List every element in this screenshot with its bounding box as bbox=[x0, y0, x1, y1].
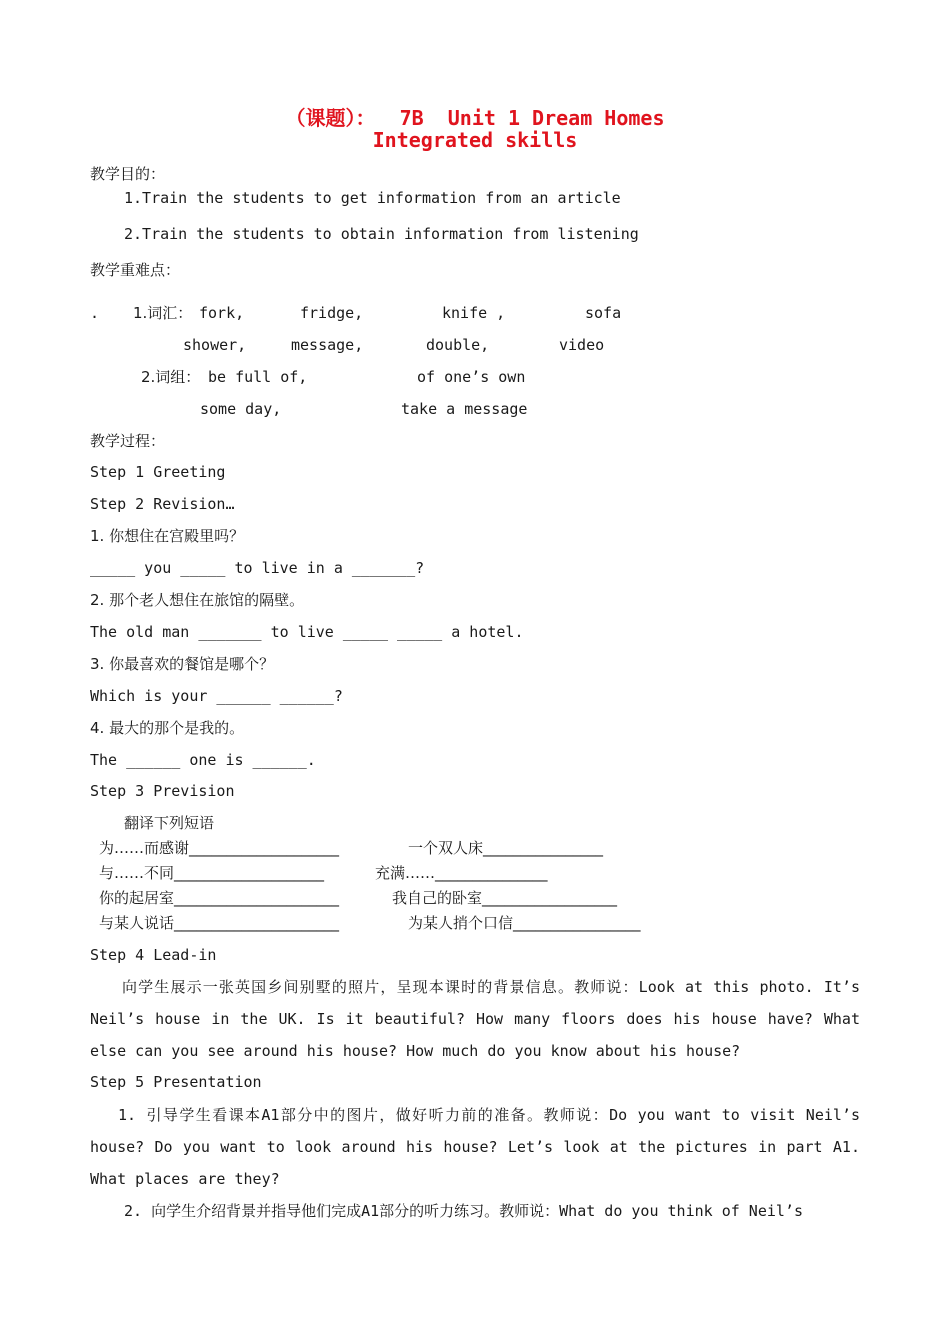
step-heading: Step 5 Presentation bbox=[90, 1073, 262, 1091]
step-heading: Step 2 Revision… bbox=[90, 495, 235, 513]
revision-blank: _____ you _____ to live in a _______? bbox=[90, 559, 425, 577]
vocab-word: fork, bbox=[199, 304, 245, 322]
vocab-word: knife , bbox=[442, 304, 506, 322]
translate-item: 为某人捎个口信_________________ bbox=[408, 914, 641, 932]
step-heading: Step 4 Lead-in bbox=[90, 946, 217, 964]
vocab-word: sofa bbox=[585, 304, 622, 322]
objective-item: 2.Train the students to obtain information from listening bbox=[124, 225, 639, 243]
revision-question: 3. 你最喜欢的餐馆是哪个？ bbox=[90, 655, 275, 673]
vocab-word: video bbox=[559, 336, 605, 354]
vocab-word: fridge, bbox=[300, 304, 364, 322]
bullet-dot: . bbox=[90, 304, 100, 322]
leadin-text: 向学生展示一张英国乡间别墅的照片，呈现本课时的背景信息。教师说：Look at this photo. It’s Neil’s house in the UK. Is it beautiful? How many floors does his house have? What else can you see around his house? How much do you know about his house? bbox=[90, 978, 860, 1060]
phrase-item: be full of, bbox=[208, 368, 308, 386]
phrase-item: of one’s own bbox=[417, 368, 526, 386]
title-line-1: （课题）： 7B Unit 1 Dream Homes bbox=[285, 106, 665, 130]
revision-question: 4. 最大的那个是我的。 bbox=[90, 719, 245, 737]
process-heading: 教学过程： bbox=[90, 432, 166, 450]
key-points-heading: 教学重难点： bbox=[90, 261, 181, 279]
revision-question: 1. 你想住在宫殿里吗？ bbox=[90, 527, 245, 545]
vocab-word: message, bbox=[291, 336, 364, 354]
phrase-item: take a message bbox=[401, 400, 528, 418]
revision-question: 2. 那个老人想住在旅馆的隔壁。 bbox=[90, 591, 305, 609]
title-line-2: Integrated skills bbox=[372, 128, 578, 152]
step-heading: Step 1 Greeting bbox=[90, 463, 226, 481]
translate-item: 与……不同____________________ bbox=[99, 864, 325, 882]
revision-blank: The old man _______ to live _____ _____ a hotel. bbox=[90, 623, 524, 641]
vocab-word: double, bbox=[426, 336, 490, 354]
presentation-paragraph-2 bbox=[90, 1195, 860, 1227]
objectives-heading: 教学目的： bbox=[90, 165, 166, 183]
presentation-paragraph-1 bbox=[90, 1099, 860, 1195]
phrase-item: some day, bbox=[200, 400, 282, 418]
revision-blank: Which is your ______ ______? bbox=[90, 687, 343, 705]
translate-heading: 翻译下列短语 bbox=[124, 814, 215, 832]
presentation-text: 1. 引导学生看课本A1部分中的图片，做好听力前的准备。教师说：Do you want to visit Neil’s house? Do you want to look around his house? Let’s look at the pictures in part A1. What places are they? bbox=[90, 1106, 860, 1188]
translate-item: 与某人说话______________________ bbox=[99, 914, 340, 932]
translate-item: 我自己的卧室__________________ bbox=[392, 889, 618, 907]
revision-blank: The ______ one is ______. bbox=[90, 751, 316, 769]
translate-item: 你的起居室______________________ bbox=[99, 889, 340, 907]
translate-item: 充满……_______________ bbox=[375, 864, 548, 882]
vocab-word: shower, bbox=[183, 336, 247, 354]
step-heading: Step 3 Prevision bbox=[90, 782, 235, 800]
translate-item: 一个双人床________________ bbox=[408, 839, 604, 857]
phrase-label: 2.词组： bbox=[141, 368, 201, 386]
presentation-text: 2. 向学生介绍背景并指导他们完成A1部分的听力练习。教师说：What do you think of Neil’s bbox=[124, 1202, 803, 1220]
leadin-paragraph bbox=[90, 971, 860, 1067]
translate-item: 为……而感谢____________________ bbox=[99, 839, 340, 857]
vocab-label: 1.词汇： bbox=[133, 304, 193, 322]
objective-item: 1.Train the students to get information from an article bbox=[124, 189, 621, 207]
